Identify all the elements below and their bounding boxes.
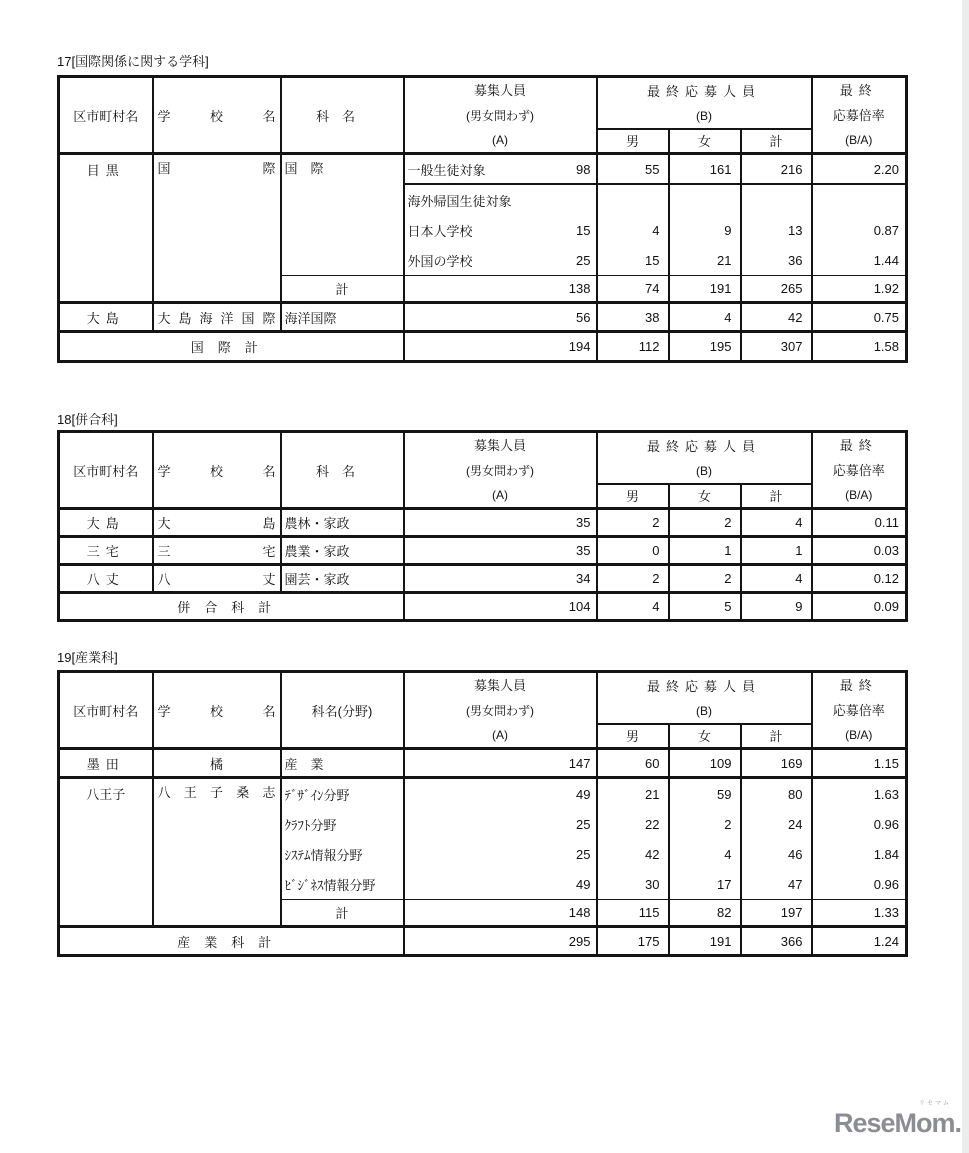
cell-ratio: 0.75 xyxy=(812,303,907,332)
header-cell-female: 女 xyxy=(669,484,741,509)
cell-female-grand-total: 5 xyxy=(669,593,741,621)
cell-total: 42 xyxy=(741,303,812,332)
cell-city: 八丈 xyxy=(59,565,153,593)
cell-recruit: 147 xyxy=(404,749,597,778)
cell-total-grand-total: 307 xyxy=(741,332,812,362)
section18-title: 18[併合科] xyxy=(57,412,118,427)
header-school-label: 学校名 xyxy=(157,108,276,124)
cell-total: 4 xyxy=(741,565,812,593)
final-line1: 最終応募人員 xyxy=(646,83,761,99)
cell-female-grand-total: 191 xyxy=(669,927,741,956)
ratio-line2: 応募倍率 xyxy=(832,108,885,123)
header-cell-school xyxy=(153,77,281,154)
cell-female-grand-total: 195 xyxy=(669,332,741,362)
cell-ratio-subtotal: 1.33 xyxy=(812,900,907,927)
cell-recruit-fields: 49 25 25 49 xyxy=(404,778,597,900)
field-label: ｸﾗﾌﾄ分野 xyxy=(284,817,337,833)
cell-recruit-grand-total: 194 xyxy=(404,332,597,362)
cell-male-grand-total: 112 xyxy=(597,332,669,362)
cell-female: 2 xyxy=(669,509,741,537)
cell-total: 216 xyxy=(741,154,812,185)
cell-ratio-grand-total: 1.24 xyxy=(812,927,907,956)
cell-total: 1 xyxy=(741,537,812,565)
cell-male: 55 xyxy=(597,154,669,185)
cell-recruit: 35 xyxy=(404,509,597,537)
header-cell-final-applicants: 最終応募人員 (B) xyxy=(597,432,812,484)
cell-ratio-grand-total: 0.09 xyxy=(812,593,907,621)
cell-ratio: 0.12 xyxy=(812,565,907,593)
recruit-label: 日本人学校 xyxy=(407,223,473,239)
recruit-value: 98 xyxy=(576,161,591,177)
header-cell-male: 男 xyxy=(597,724,669,749)
cell-city: 三宅 xyxy=(59,537,153,565)
cell-male-group: 4 15 xyxy=(597,184,669,276)
cell-recruit-grand-total: 104 xyxy=(404,593,597,621)
recruit-label: 一般生徒対象 xyxy=(407,162,486,178)
resemom-logo xyxy=(834,1100,961,1138)
recruit-value: 15 xyxy=(576,222,591,238)
cell-dept-kokusai: 国際 xyxy=(281,154,404,276)
recruit-value: 25 xyxy=(576,252,591,268)
cell-female-fields: 59 2 4 17 xyxy=(669,778,741,900)
cell-school-tachibana: 橘 xyxy=(153,749,281,778)
header-cell-dept-field: 科名(分野) xyxy=(281,672,404,749)
header-cell-recruit: 募集人員 (男女問わず) (A) xyxy=(404,432,597,509)
cell-female-group: 9 21 xyxy=(669,184,741,276)
header-cell-total: 計 xyxy=(741,484,812,509)
table-combined-depts xyxy=(57,430,908,622)
cell-total-subtotal: 265 xyxy=(741,276,812,303)
cell-male: 2 xyxy=(597,509,669,537)
cell-total-grand-total: 366 xyxy=(741,927,812,956)
cell-male-grand-total: 175 xyxy=(597,927,669,956)
resemom-logo-kana: リセマム xyxy=(919,1101,951,1107)
cell-dept-subtotal-label: 計 xyxy=(281,276,404,303)
recruit-label: 外国の学校 xyxy=(407,253,473,269)
cell-city-hachioji: 八王子 xyxy=(59,778,153,927)
header-cell-female: 女 xyxy=(669,129,741,154)
header-cell-ratio xyxy=(812,77,907,154)
header-cell-final-applicants xyxy=(597,77,812,129)
cell-female-subtotal: 191 xyxy=(669,276,741,303)
cell-dept: 園芸・家政 xyxy=(281,565,404,593)
cell-grand-total-label: 産業科計 xyxy=(59,927,404,956)
header-cell-dept: 科名 xyxy=(281,77,404,154)
field-label: ﾃﾞｻﾞｲﾝ分野 xyxy=(284,787,350,803)
page-edge-shadow xyxy=(962,0,969,1153)
cell-city-sumida: 墨田 xyxy=(59,749,153,778)
cell-recruit-returnee-group xyxy=(404,184,597,276)
cell-total: 4 xyxy=(741,509,812,537)
cell-female: 2 xyxy=(669,565,741,593)
cell-ratio-group: 0.87 1.44 xyxy=(812,184,907,276)
table-international-depts xyxy=(57,75,908,363)
ratio-line1: 最終 xyxy=(839,83,878,98)
header-cell-recruit: 募集人員 (男女問わず) (A) xyxy=(404,672,597,749)
cell-female: 1 xyxy=(669,537,741,565)
cell-dept-subtotal-label: 計 xyxy=(281,900,404,927)
cell-school: 三宅 xyxy=(153,537,281,565)
cell-city-meguro: 目黒 xyxy=(59,154,153,303)
table-industrial-depts xyxy=(57,670,908,957)
cell-ratio: 0.03 xyxy=(812,537,907,565)
cell-dept: 農林・家政 xyxy=(281,509,404,537)
cell-recruit-grand-total: 295 xyxy=(404,927,597,956)
header-cell-city: 区市町村名 xyxy=(59,432,153,509)
returnee-group-label: 海外帰国生徒対象 xyxy=(407,193,512,209)
cell-grand-total-label: 併合科計 xyxy=(59,593,404,621)
header-cell-recruit xyxy=(404,77,597,154)
cell-school: 大島 xyxy=(153,509,281,537)
cell-recruit: 56 xyxy=(404,303,597,332)
cell-school: 八丈 xyxy=(153,565,281,593)
cell-city-oshima: 大島 xyxy=(59,303,153,332)
header-cell-city: 区市町村名 xyxy=(59,672,153,749)
header-cell-female: 女 xyxy=(669,724,741,749)
cell-school-hachioji-soushi: 八王子桑志 xyxy=(153,778,281,927)
section19-title: 19[産業科] xyxy=(57,650,118,665)
cell-ratio-fields: 1.63 0.96 1.84 0.96 xyxy=(812,778,907,900)
cell-recruit-subtotal: 148 xyxy=(404,900,597,927)
header-cell-ratio: 最終 応募倍率 (B/A) xyxy=(812,432,907,509)
cell-ratio-grand-total: 1.58 xyxy=(812,332,907,362)
cell-recruit-subtotal: 138 xyxy=(404,276,597,303)
header-cell-total: 計 xyxy=(741,724,812,749)
cell-male: 38 xyxy=(597,303,669,332)
cell-school-kokusai: 国際 xyxy=(153,154,281,303)
recruit-line2: (男女問わず) xyxy=(466,109,534,123)
cell-school-oshima-kaiyo: 大島海洋国際 xyxy=(153,303,281,332)
header-cell-ratio: 最終 応募倍率 (B/A) xyxy=(812,672,907,749)
recruit-line1: 募集人員 xyxy=(473,83,526,98)
field-label: ｼｽﾃﾑ情報分野 xyxy=(284,847,363,863)
cell-city: 大島 xyxy=(59,509,153,537)
cell-ratio-subtotal: 1.92 xyxy=(812,276,907,303)
cell-female-subtotal: 82 xyxy=(669,900,741,927)
cell-ratio: 1.15 xyxy=(812,749,907,778)
section17-title: 17[国際関係に関する学科] xyxy=(57,54,209,69)
header-cell-male: 男 xyxy=(597,484,669,509)
cell-male: 0 xyxy=(597,537,669,565)
cell-male-grand-total: 4 xyxy=(597,593,669,621)
cell-recruit: 35 xyxy=(404,537,597,565)
header-cell-dept: 科名 xyxy=(281,432,404,509)
cell-male: 2 xyxy=(597,565,669,593)
cell-female: 4 xyxy=(669,303,741,332)
cell-recruit-general xyxy=(404,154,597,185)
cell-ratio: 0.11 xyxy=(812,509,907,537)
cell-recruit: 34 xyxy=(404,565,597,593)
header-cell-school: 学校名 xyxy=(153,432,281,509)
cell-dept-fields xyxy=(281,778,404,900)
cell-total-group: 13 36 xyxy=(741,184,812,276)
cell-male: 60 xyxy=(597,749,669,778)
cell-dept-kaiyo-kokusai: 海洋国際 xyxy=(281,303,404,332)
cell-dept-sangyo: 産業 xyxy=(281,749,404,778)
recruit-line3: (A) xyxy=(492,133,508,147)
cell-total-fields: 80 24 46 47 xyxy=(741,778,812,900)
header-cell-city: 区市町村名 xyxy=(59,77,153,154)
cell-male-subtotal: 115 xyxy=(597,900,669,927)
cell-female: 161 xyxy=(669,154,741,185)
cell-dept: 農業・家政 xyxy=(281,537,404,565)
cell-male-subtotal: 74 xyxy=(597,276,669,303)
cell-male-fields: 21 22 42 30 xyxy=(597,778,669,900)
header-cell-male: 男 xyxy=(597,129,669,154)
cell-total-subtotal: 197 xyxy=(741,900,812,927)
header-cell-school: 学校名 xyxy=(153,672,281,749)
cell-ratio: 2.20 xyxy=(812,154,907,185)
header-cell-final-applicants: 最終応募人員 (B) xyxy=(597,672,812,724)
cell-total-grand-total: 9 xyxy=(741,593,812,621)
header-cell-total: 計 xyxy=(741,129,812,154)
field-label: ﾋﾞｼﾞﾈｽ情報分野 xyxy=(284,877,376,893)
final-line2: (B) xyxy=(696,108,712,123)
ratio-line3: (B/A) xyxy=(845,133,873,147)
resemom-logo-text: ReseMom. xyxy=(833,1108,961,1138)
cell-female: 109 xyxy=(669,749,741,778)
cell-total: 169 xyxy=(741,749,812,778)
cell-grand-total-label: 国際計 xyxy=(59,332,404,362)
